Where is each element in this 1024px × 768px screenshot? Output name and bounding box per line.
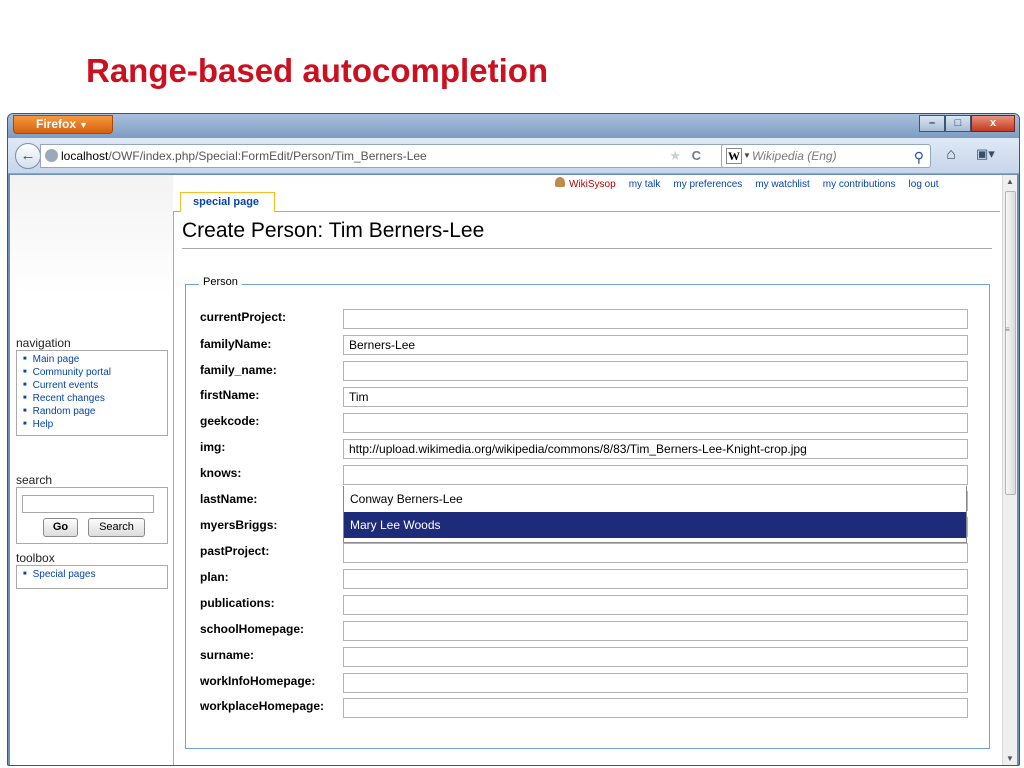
nav-link-community-portal[interactable]: ■ Community portal <box>23 367 167 380</box>
field-label-publications: publications: <box>200 596 275 610</box>
toolbox-link-special-pages[interactable]: ■ Special pages <box>23 569 167 582</box>
my-talk-link[interactable]: my talk <box>628 179 661 190</box>
url-bar[interactable] <box>40 144 738 168</box>
toolbox-portlet <box>16 565 168 589</box>
toolbox-heading: toolbox <box>16 551 55 565</box>
reload-icon[interactable]: C <box>691 148 701 163</box>
field-label-img: img: <box>200 440 226 454</box>
home-icon[interactable]: ⌂ <box>946 146 956 163</box>
title-bar <box>8 114 1019 138</box>
field-label-geekcode: geekcode: <box>200 414 260 428</box>
field-label-myersbriggs: myersBriggs: <box>200 518 278 532</box>
chevron-down-icon: ▼ <box>79 120 88 130</box>
field-label-familyname: familyName: <box>200 337 272 351</box>
page-title: Create Person: Tim Berners-Lee <box>182 219 485 242</box>
scroll-up-icon[interactable]: ▲ <box>1006 177 1014 186</box>
tab-special-page[interactable]: special page <box>180 192 275 212</box>
field-label-family-name: family_name: <box>200 363 277 377</box>
familyname-input[interactable]: Berners-Lee <box>343 335 968 355</box>
fieldset-legend: Person <box>199 276 242 288</box>
back-arrow-icon: ← <box>20 147 36 164</box>
search-icon[interactable]: ⚲ <box>913 149 924 165</box>
browser-window <box>7 113 1020 766</box>
log-out-link[interactable]: log out <box>908 179 939 190</box>
vertical-scrollbar[interactable] <box>1002 175 1017 765</box>
autocomplete-dropdown <box>343 486 967 543</box>
schoolhomepage-input[interactable] <box>343 621 968 641</box>
url-host: localhost <box>61 149 109 163</box>
back-button[interactable] <box>15 143 41 169</box>
nav-link-random-page[interactable]: ■ Random page <box>23 406 167 419</box>
knows-input[interactable] <box>343 465 968 485</box>
url-path: /OWF/index.php/Special:FormEdit/Person/Tim_Berners-Lee <box>108 149 427 163</box>
close-button[interactable]: x <box>971 115 1015 132</box>
navigation-portlet <box>16 350 168 436</box>
currentproject-input[interactable] <box>343 309 968 329</box>
navigation-toolbar <box>8 138 1019 174</box>
scrollbar-thumb[interactable] <box>1005 191 1016 495</box>
search-bar[interactable] <box>721 144 931 168</box>
my-preferences-link[interactable]: my preferences <box>673 179 743 190</box>
field-label-pastproject: pastProject: <box>200 544 270 558</box>
field-label-workplacehomepage: workplaceHomepage: <box>200 699 325 713</box>
plan-input[interactable] <box>343 569 968 589</box>
firefox-menu-button[interactable] <box>13 115 113 134</box>
publications-input[interactable] <box>343 595 968 615</box>
firstname-input[interactable]: Tim <box>343 387 968 407</box>
my-contributions-link[interactable]: my contributions <box>822 179 896 190</box>
search-button[interactable]: Search <box>88 518 145 537</box>
workplacehomepage-input[interactable] <box>343 698 968 718</box>
user-link[interactable]: WikiSysop <box>569 179 616 190</box>
field-label-currentproject: currentProject: <box>200 310 287 324</box>
field-label-workinfohomepage: workInfoHomepage: <box>200 674 316 688</box>
surname-input[interactable] <box>343 647 968 667</box>
nav-link-help[interactable]: ■ Help <box>23 419 167 432</box>
wikipedia-logo-icon[interactable]: W <box>728 149 740 163</box>
sidebar-search-input[interactable] <box>22 495 154 513</box>
personal-tools <box>555 177 952 190</box>
slide-title: Range-based autocompletion <box>86 52 549 89</box>
field-label-firstname: firstName: <box>200 388 260 402</box>
autocomplete-option[interactable]: Conway Berners-Lee <box>350 492 463 506</box>
workinfohomepage-input[interactable] <box>343 673 968 693</box>
firefox-menu-label: Firefox <box>36 117 77 131</box>
sidebar <box>10 175 173 765</box>
img-input[interactable]: http://upload.wikimedia.org/wikipedia/commons/8/83/Tim_Berners-Lee-Knight-crop.jpg <box>343 439 968 459</box>
field-label-knows: knows: <box>200 466 242 480</box>
page-viewport <box>10 175 1017 765</box>
pastproject-input[interactable] <box>343 543 968 563</box>
site-identity-icon[interactable] <box>45 149 58 162</box>
window-controls <box>919 115 1015 132</box>
user-icon <box>555 177 565 187</box>
family-name-input[interactable] <box>343 361 968 381</box>
scroll-down-icon[interactable]: ▼ <box>1006 754 1014 763</box>
nav-link-current-events[interactable]: ■ Current events <box>23 380 167 393</box>
bookmark-star-icon[interactable]: ★ <box>669 148 681 163</box>
maximize-button[interactable]: □ <box>945 115 971 132</box>
field-label-lastname: lastName: <box>200 492 258 506</box>
bookmarks-menu-icon[interactable]: ▣▾ <box>976 146 995 161</box>
geekcode-input[interactable] <box>343 413 968 433</box>
field-label-surname: surname: <box>200 648 255 662</box>
nav-link-recent-changes[interactable]: ■ Recent changes <box>23 393 167 406</box>
search-bar-placeholder: Wikipedia (Eng) <box>752 149 837 163</box>
minimize-button[interactable]: – <box>919 115 945 132</box>
my-watchlist-link[interactable]: my watchlist <box>755 179 810 190</box>
search-heading: search <box>16 473 53 487</box>
autocomplete-option-selected[interactable]: Mary Lee Woods <box>344 512 966 538</box>
go-button[interactable]: Go <box>43 518 78 537</box>
navigation-heading: navigation <box>16 336 71 350</box>
nav-link-main-page[interactable]: ■ Main page <box>23 354 167 367</box>
scrollbar-grip-icon: ≡ <box>1005 325 1010 334</box>
title-divider <box>182 248 992 249</box>
engine-dropdown-icon[interactable]: ▼ <box>743 151 751 160</box>
field-label-schoolhomepage: schoolHomepage: <box>200 622 305 636</box>
field-label-plan: plan: <box>200 570 229 584</box>
